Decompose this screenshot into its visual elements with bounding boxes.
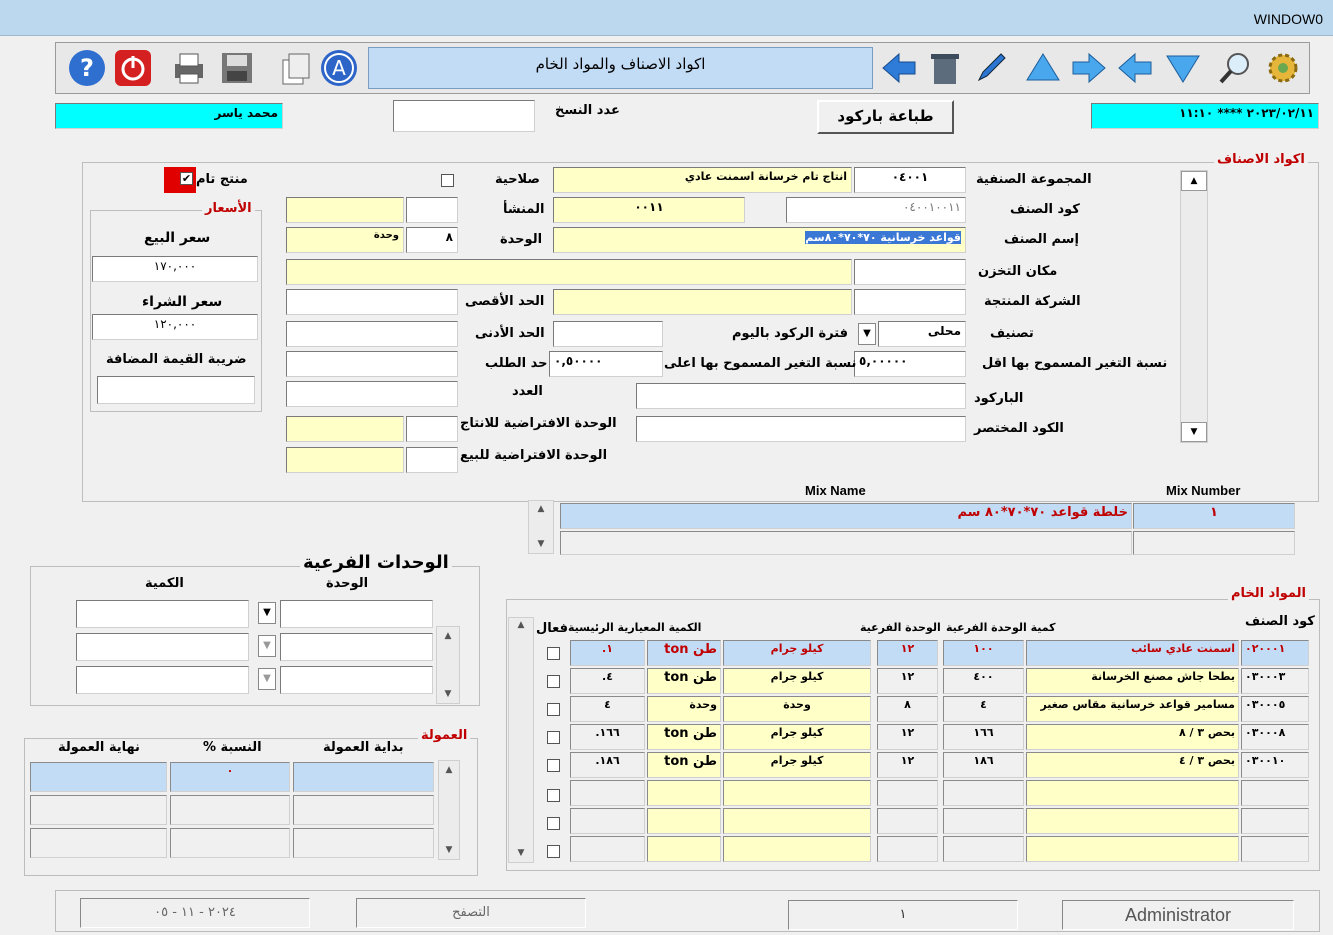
commission-pct-header: النسبة % (203, 740, 262, 755)
origin-name-field[interactable] (286, 197, 404, 223)
raw-subunit-header: الوحدة الفرعية (860, 621, 941, 634)
save-icon[interactable] (216, 47, 258, 89)
order-label: حد الطلب (485, 356, 548, 371)
raw-conv-cell[interactable]: ١٢ (877, 724, 938, 750)
raw-active-checkbox[interactable] (547, 675, 560, 688)
raw-code-cell[interactable]: ٠٣٠٠٠٥ (1241, 696, 1309, 722)
unit-name-field[interactable]: وحدة (286, 227, 404, 253)
subunit-dropdown-icon[interactable]: ▼ (258, 602, 276, 624)
first-icon[interactable] (1022, 47, 1064, 89)
raw-unit-cell[interactable]: طن ton (647, 640, 721, 666)
commission-start-cell[interactable] (293, 795, 434, 825)
company-name-field[interactable] (553, 289, 852, 315)
validity-label: صلاحية (495, 172, 540, 187)
power-icon[interactable] (112, 47, 154, 89)
next-icon[interactable] (1068, 47, 1110, 89)
mix-scroll-up-icon[interactable]: ▲ (537, 504, 545, 514)
raw-qty-cell[interactable]: ١. (570, 640, 645, 666)
origin-small-field[interactable] (406, 197, 458, 223)
stagnation-label: فترة الركود باليوم (732, 326, 849, 341)
barcode-field[interactable] (636, 383, 966, 409)
subunit-qty-field[interactable] (76, 633, 249, 661)
raw-name-cell[interactable]: اسمنت عادي سائب (1026, 640, 1239, 666)
raw-subqty-cell[interactable] (943, 808, 1024, 834)
copies-label: عدد النسخ (555, 103, 620, 118)
mix-scrollbar[interactable] (528, 500, 554, 554)
commission-end-header: نهاية العمولة (58, 740, 140, 755)
storage-name-field[interactable] (286, 259, 852, 285)
raw-qty-cell[interactable]: ٤. (570, 668, 645, 694)
font-icon[interactable] (318, 47, 360, 89)
raw-code-cell[interactable]: ٠٣٠٠٠٨ (1241, 724, 1309, 750)
storage-code-field[interactable] (854, 259, 966, 285)
mix-name-cell[interactable]: خلطة قواعد ٧٠*٧٠*٨٠ سم (560, 503, 1132, 529)
raw-code-header: كود الصنف (1245, 614, 1315, 629)
status-record: ١ (788, 900, 1018, 930)
raw-subqty-cell[interactable]: ١٠٠ (943, 640, 1024, 666)
raw-subunit-cell[interactable] (723, 780, 871, 806)
subunit-unit-field[interactable] (280, 666, 433, 694)
stagnation-field[interactable] (553, 321, 663, 347)
status-user: Administrator (1062, 900, 1294, 930)
raw-code-cell[interactable] (1241, 836, 1309, 862)
count-label: العدد (512, 384, 543, 399)
raw-name-cell[interactable] (1026, 780, 1239, 806)
raw-name-cell[interactable] (1026, 836, 1239, 862)
subunit-unit-header: الوحدة (326, 576, 369, 591)
raw-subqty-cell[interactable]: ١٦٦ (943, 724, 1024, 750)
title-bar (0, 0, 1333, 36)
subunits-title: الوحدات الفرعية (300, 552, 452, 573)
raw-qty-cell[interactable]: ١٦٦. (570, 724, 645, 750)
commission-start-header: بداية العمولة (323, 740, 404, 755)
def-prod-name-field[interactable] (286, 416, 404, 442)
unit-label: الوحدة (500, 232, 543, 247)
raw-scroll-up-icon[interactable]: ▲ (517, 620, 525, 630)
var-min-label: نسبة التغير المسموح بها اقل (982, 356, 1168, 371)
sale-price-field[interactable]: ١٧٠,٠٠٠ (92, 256, 258, 282)
origin-label: المنشأ (503, 202, 545, 217)
status-mode: التصفح (356, 898, 586, 928)
finished-label: منتج تام (196, 172, 248, 187)
raw-code-cell[interactable]: ٠٢٠٠٠١ (1241, 640, 1309, 666)
subunit-dropdown-icon[interactable]: ▼ (258, 668, 276, 690)
raw-active-checkbox[interactable] (547, 789, 560, 802)
prices-title: الأسعار (202, 201, 255, 216)
raw-active-header: فعال (536, 621, 569, 636)
commission-end-cell[interactable] (30, 762, 167, 792)
mix-number-cell[interactable] (1133, 531, 1295, 555)
toolbar (55, 42, 1310, 94)
commission-pct-cell[interactable]: ٠ (170, 762, 290, 792)
var-max-field[interactable]: ٠,٥٠٠٠٠ (549, 351, 663, 377)
raw-code-cell[interactable]: ٠٣٠٠١٠ (1241, 752, 1309, 778)
raw-active-checkbox[interactable] (547, 759, 560, 772)
raw-unit-cell[interactable]: وحدة (647, 696, 721, 722)
raw-name-cell[interactable]: بحص ٣ / ٨ (1026, 724, 1239, 750)
def-sale-label: الوحدة الافتراضية للبيع (460, 448, 608, 463)
raw-name-cell[interactable]: بطحا جاش مصنع الخرسانة (1026, 668, 1239, 694)
raw-active-checkbox[interactable] (547, 731, 560, 744)
print-barcode-button[interactable]: طباعة باركود (817, 100, 954, 134)
raw-subunit-cell[interactable]: كيلو جرام (723, 668, 871, 694)
order-field[interactable] (286, 351, 458, 377)
back-icon[interactable] (878, 47, 920, 89)
mix-number-header: Mix Number (1166, 483, 1241, 498)
def-prod-label: الوحدة الافتراضية للانتاج (460, 416, 617, 431)
validity-checkbox[interactable] (441, 174, 454, 187)
copies-input[interactable] (393, 100, 535, 132)
sale-price-label: سعر البيع (144, 230, 211, 246)
var-max-label: نسبة التغير المسموح بها اعلى (664, 356, 857, 371)
user-name-field: محمد ياسر (55, 103, 283, 129)
raw-code-cell[interactable] (1241, 780, 1309, 806)
raw-subqty-cell[interactable] (943, 836, 1024, 862)
raw-active-checkbox[interactable] (547, 817, 560, 830)
group-code-field[interactable]: ٠٤٠٠١ (854, 167, 966, 193)
barcode-label: الباركود (974, 391, 1024, 406)
raw-unit-cell[interactable]: طن ton (647, 668, 721, 694)
raw-conv-cell[interactable]: ١٢ (877, 668, 938, 694)
raw-subqty-header: كمية الوحدة الفرعية (946, 621, 1056, 634)
def-sale-code-field[interactable] (406, 447, 458, 473)
buy-price-label: سعر الشراء (142, 294, 223, 310)
name-label: إسم الصنف (1004, 232, 1079, 247)
raw-qty-cell[interactable]: ٤ (570, 696, 645, 722)
company-label: الشركة المنتجة (984, 294, 1081, 309)
raw-subqty-cell[interactable]: ٤٠٠ (943, 668, 1024, 694)
subunit-unit-field[interactable] (280, 633, 433, 661)
window-title: WINDOW0 (1253, 11, 1323, 27)
raw-unit-cell[interactable]: طن ton (647, 724, 721, 750)
scroll-up-icon[interactable]: ▲ (1181, 171, 1207, 191)
raw-subunit-cell[interactable] (723, 836, 871, 862)
search-icon[interactable] (1214, 47, 1256, 89)
raw-subunit-cell[interactable] (723, 808, 871, 834)
raw-stdqty-header: الكمية المعيارية الرئيسية (568, 621, 702, 634)
raw-subqty-cell[interactable]: ٤ (943, 696, 1024, 722)
scroll-down-icon[interactable]: ▼ (1181, 422, 1207, 442)
commission-start-cell[interactable] (293, 828, 434, 858)
class-label: تصنيف (990, 326, 1034, 341)
raw-name-cell[interactable]: بحص ٣ / ٤ (1026, 752, 1239, 778)
origin-code-field[interactable]: ٠٠١١ (553, 197, 745, 223)
subunit-unit-field[interactable] (280, 600, 433, 628)
name-field-text: قواعد خرسانية ٧٠*٧٠*٨٠سم (805, 231, 961, 244)
max-field[interactable] (286, 289, 458, 315)
help-icon[interactable] (66, 47, 108, 89)
svg-text:?: ? (80, 54, 94, 82)
print-icon[interactable] (168, 47, 210, 89)
raw-unit-cell[interactable]: طن ton (647, 752, 721, 778)
raw-conv-cell[interactable] (877, 808, 938, 834)
raw-unit-cell[interactable] (647, 808, 721, 834)
form-scrollbar[interactable] (1180, 170, 1208, 443)
raw-subunit-cell[interactable]: كيلو جرام (723, 752, 871, 778)
raw-conv-cell[interactable] (877, 836, 938, 862)
commission-start-cell[interactable] (293, 762, 434, 792)
delete-icon[interactable] (924, 47, 966, 89)
subunits-scrollbar[interactable] (436, 626, 460, 704)
subunit-qty-header: الكمية (145, 576, 184, 591)
item-codes-title: اكواد الاصناف (1214, 152, 1308, 167)
commission-end-cell[interactable] (30, 795, 167, 825)
buy-price-field[interactable]: ١٢٠,٠٠٠ (92, 314, 258, 340)
company-code-field[interactable] (854, 289, 966, 315)
previous-icon[interactable] (1114, 47, 1156, 89)
commission-scroll-down-icon[interactable]: ▼ (445, 845, 453, 855)
name-field-box[interactable] (553, 227, 966, 253)
raw-qty-cell[interactable] (570, 780, 645, 806)
raw-scroll-down-icon[interactable]: ▼ (517, 848, 525, 858)
svg-text:A: A (332, 56, 346, 80)
raw-active-checkbox[interactable] (547, 647, 560, 660)
class-dropdown-icon[interactable]: ▼ (858, 323, 876, 345)
raw-qty-cell[interactable] (570, 836, 645, 862)
edit-icon[interactable] (970, 47, 1012, 89)
def-prod-code-field[interactable] (406, 416, 458, 442)
raw-unit-cell[interactable] (647, 836, 721, 862)
subunit-qty-field[interactable] (76, 600, 249, 628)
raw-name-cell[interactable]: مسامير قواعد خرسانية مقاس صغير (1026, 696, 1239, 722)
raw-code-cell[interactable] (1241, 808, 1309, 834)
raw-conv-cell[interactable] (877, 780, 938, 806)
subunit-dropdown-icon[interactable]: ▼ (258, 635, 276, 657)
raw-unit-cell[interactable] (647, 780, 721, 806)
mix-name-cell[interactable] (560, 531, 1132, 555)
mix-scroll-down-icon[interactable]: ▼ (537, 539, 545, 549)
var-min-field[interactable]: ٥,٠٠٠٠٠ (854, 351, 966, 377)
finished-checkbox[interactable]: ✔ (181, 172, 192, 185)
commission-end-cell[interactable] (30, 828, 167, 858)
vat-label: ضريبة القيمة المضافة (106, 352, 247, 367)
toolbar-title: اكواد الاصناف والمواد الخام (368, 47, 873, 89)
max-label: الحد الأقصى (465, 294, 545, 309)
raw-name-cell[interactable] (1026, 808, 1239, 834)
commission-title: العمولة (418, 728, 470, 743)
code-field[interactable]: ٠٤٠٠١٠٠١١ (786, 197, 966, 223)
settings-icon[interactable] (1262, 47, 1304, 89)
commission-pct-cell[interactable] (170, 795, 290, 825)
subunits-scroll-down-icon[interactable]: ▼ (444, 689, 452, 699)
raw-active-checkbox[interactable] (547, 703, 560, 716)
min-field[interactable] (286, 321, 458, 347)
vat-field[interactable] (97, 376, 255, 404)
code-label: كود الصنف (1010, 202, 1080, 217)
commission-scroll-up-icon[interactable]: ▲ (445, 765, 453, 775)
group-name-field: انتاج تام خرسانة اسمنت عادي (553, 167, 852, 193)
raw-subqty-cell[interactable]: ١٨٦ (943, 752, 1024, 778)
last-icon[interactable] (1162, 47, 1204, 89)
raw-materials-title: المواد الخام (1228, 586, 1309, 601)
raw-scrollbar[interactable] (508, 617, 534, 863)
copy-icon[interactable] (276, 47, 318, 89)
mix-name-header: Mix Name (805, 483, 866, 498)
raw-qty-cell[interactable]: ١٨٦. (570, 752, 645, 778)
raw-qty-cell[interactable] (570, 808, 645, 834)
storage-label: مكان التخزن (978, 264, 1058, 279)
raw-conv-cell[interactable]: ١٢ (877, 752, 938, 778)
short-code-label: الكود المختصر (974, 421, 1064, 436)
subunits-scroll-up-icon[interactable]: ▲ (444, 631, 452, 641)
datetime-field: ٢٠٢٣/٠٢/١١ **** ١١:١٠ (1091, 103, 1319, 129)
class-field[interactable]: محلى (878, 321, 966, 347)
min-label: الحد الأدنى (475, 326, 545, 341)
raw-conv-cell[interactable]: ١٢ (877, 640, 938, 666)
count-field[interactable] (286, 381, 458, 407)
raw-subunit-cell[interactable]: كيلو جرام (723, 640, 871, 666)
raw-active-checkbox[interactable] (547, 845, 560, 858)
status-date: ٢٠٢٤ - ١١ - ٠٥ (80, 898, 310, 928)
subunit-qty-field[interactable] (76, 666, 249, 694)
raw-code-cell[interactable]: ٠٣٠٠٠٣ (1241, 668, 1309, 694)
group-label: المجموعة الصنفية (976, 172, 1092, 187)
mix-number-cell[interactable]: ١ (1133, 503, 1295, 529)
raw-subunit-cell[interactable]: كيلو جرام (723, 724, 871, 750)
commission-scrollbar[interactable] (438, 760, 460, 860)
def-sale-name-field[interactable] (286, 447, 404, 473)
unit-number-field[interactable]: ٨ (406, 227, 458, 253)
commission-pct-cell[interactable] (170, 828, 290, 858)
short-code-field[interactable] (636, 416, 966, 442)
raw-subqty-cell[interactable] (943, 780, 1024, 806)
raw-subunit-cell[interactable]: وحدة (723, 696, 871, 722)
raw-conv-cell[interactable]: ٨ (877, 696, 938, 722)
